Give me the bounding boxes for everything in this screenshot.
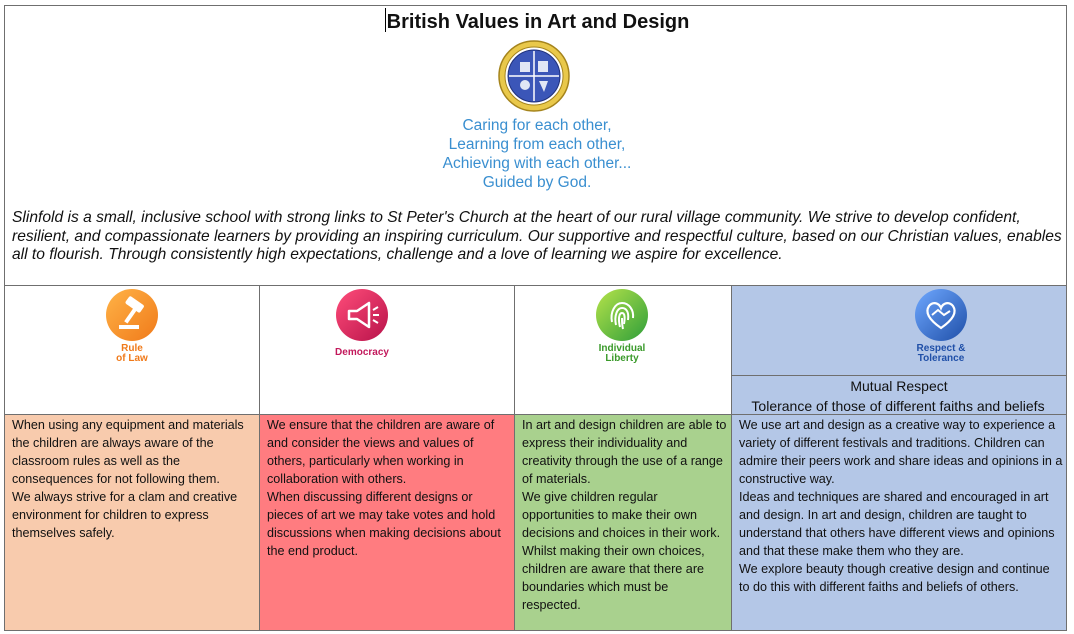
text-cursor xyxy=(385,8,386,32)
text-paragraph: In art and design children are able to express their individuality and creativity through the use of a range of materials. xyxy=(522,418,727,486)
text-paragraph: We explore beauty though creative design and continue to do this with different faiths and beliefs of others. xyxy=(739,562,1050,594)
page-title xyxy=(0,8,1074,34)
icon-label-line: Liberty xyxy=(605,353,639,364)
grid-line xyxy=(731,285,732,631)
icon-label-line: Rule xyxy=(121,343,143,354)
respect-tolerance-badge xyxy=(906,288,976,364)
text-paragraph: We use art and design as a creative way to experience a variety of different festivals and traditions. Children can admire their peers work and share ideas and opinions in a constructive way. xyxy=(739,418,1063,486)
grid-line xyxy=(259,285,260,631)
icon-label-line: Democracy xyxy=(335,347,389,358)
text-paragraph: When using any equipment and materials the children are always aware of the classroom rules as well as the consequences for not following them. xyxy=(12,418,244,486)
megaphone-icon xyxy=(335,288,389,342)
motto-line: Achieving with each other... xyxy=(442,155,632,172)
mission-statement: Slinfold is a small, inclusive school with strong links to St Peter's Church at the heart of our rural village community. We strive to develop confident, resilient, and compassionate learners by providing an inspiring curriculum. Our supportive and respectful culture, based on our Christian values, enables all to flourish. Through consistently high expectations, challenge and a love of learning we aspire for excellence. xyxy=(12,209,1062,264)
icon-label-line: Tolerance xyxy=(917,353,965,364)
respect-subtitle-line: Mutual Respect xyxy=(850,378,948,394)
text-paragraph: Ideas and techniques are shared and encouraged in art and design. In art and design, children are taught to understand that others have different views and opinions and that these make them who they are. xyxy=(739,490,1055,558)
rule-of-law-badge xyxy=(102,288,162,364)
icon-label-line: of Law xyxy=(116,353,148,364)
school-crest-icon xyxy=(498,40,570,112)
gavel-icon xyxy=(105,288,159,342)
democracy-badge xyxy=(327,288,397,358)
page-title-text: British Values in Art and Design xyxy=(386,11,690,33)
motto-line: Guided by God. xyxy=(482,174,592,191)
text-paragraph: We ensure that the children are aware of and consider the views and values of others, particularly when working in collaboration with others. xyxy=(267,418,495,486)
text-paragraph: We give children regular opportunities to make their own decisions and choices in their work. xyxy=(522,490,721,540)
motto-line: Learning from each other, xyxy=(448,136,626,153)
respect-tolerance-text xyxy=(739,416,1063,596)
democracy-text xyxy=(267,416,511,560)
fingerprint-icon xyxy=(595,288,649,342)
icon-label-line: Individual xyxy=(598,343,646,354)
icon-label-line: Respect & xyxy=(916,343,966,354)
grid-line xyxy=(4,285,1067,286)
text-paragraph: Whilst making their own choices, children are aware that there are boundaries which must be respected. xyxy=(522,544,705,612)
text-paragraph: When discussing different designs or pieces of art we may take votes and hold discussions when making decisions about the end product. xyxy=(267,490,501,558)
handshake-heart-icon xyxy=(914,288,968,342)
individual-liberty-badge xyxy=(590,288,654,364)
rule-of-law-text xyxy=(12,416,256,542)
respect-subtitle-line: Tolerance of those of different faiths and beliefs xyxy=(751,398,1045,414)
grid-line xyxy=(514,285,515,631)
motto-line: Caring for each other, xyxy=(462,117,612,134)
respect-subtitle xyxy=(732,376,1066,416)
school-motto xyxy=(0,116,1074,192)
text-paragraph: We always strive for a clam and creative environment for children to express themselves safely. xyxy=(12,490,238,540)
individual-liberty-text xyxy=(522,416,728,614)
